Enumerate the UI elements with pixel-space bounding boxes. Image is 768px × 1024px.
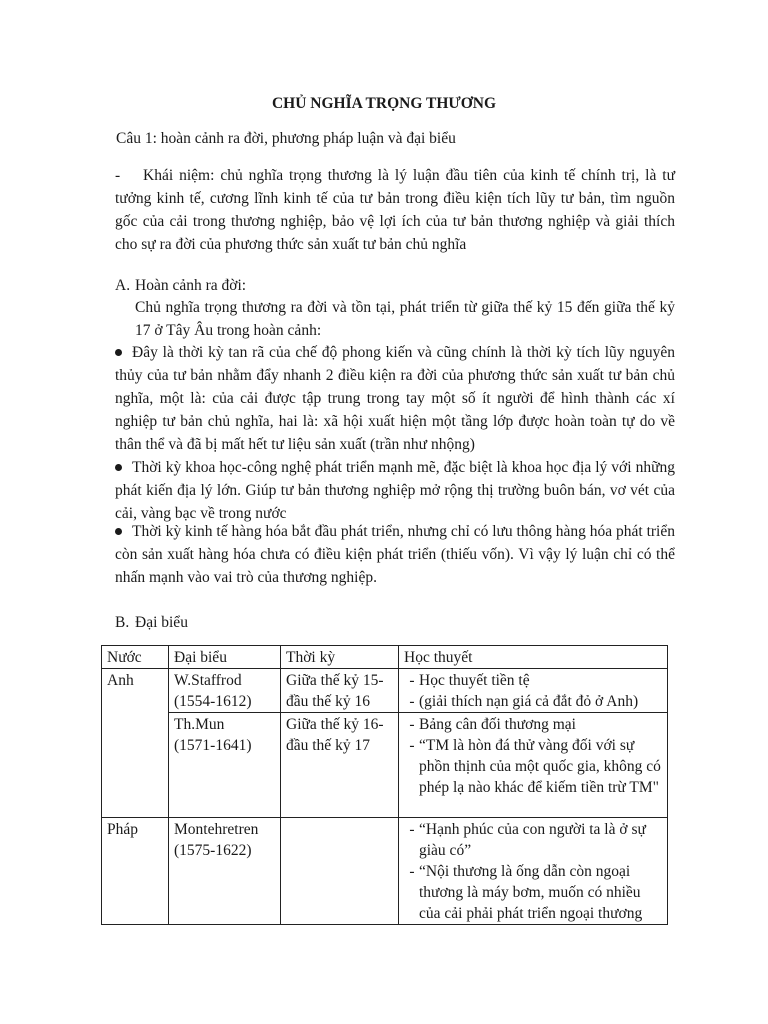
representative-years: (1554-1612) xyxy=(174,693,252,710)
table-row xyxy=(102,669,668,713)
header-period: Thời kỳ xyxy=(281,646,399,669)
representative-years: (1575-1622) xyxy=(174,842,252,859)
section-b-marker: B. xyxy=(115,614,130,631)
theory-item: - Bảng cân đối thương mại xyxy=(409,716,576,733)
section-a-intro: Chủ nghĩa trọng thương ra đời và tồn tại, phát triển từ giữa thế kỷ 15 đến giữa thế kỷ 17 ở Tây Âu trong hoàn cảnh: xyxy=(135,299,675,339)
header-theory: Học thuyết xyxy=(399,646,668,669)
concept-paragraph xyxy=(115,164,675,256)
table-header-row xyxy=(102,646,668,669)
section-b-title: Đại biểu xyxy=(135,614,188,631)
section-a-heading xyxy=(115,274,246,297)
theory-item: - Học thuyết tiền tệ xyxy=(409,672,530,689)
bullet-text: Thời kỳ kinh tế hàng hóa bắt đầu phát triển, nhưng chỉ có lưu thông hàng hóa phát triển còn sản xuất hàng hóa chưa có điều kiện phát triển (thiếu vốn). Vì vậy lý luận chỉ có thể nhấn mạnh vào vai trò của thương nghiệp. xyxy=(115,523,675,586)
representative-name: Montehretren xyxy=(174,821,259,838)
theory-item: - “Nội thương là ống dẫn còn ngoại thương là máy bơm, muốn có nhiều của cải phải phát triển ngoại thương xyxy=(409,863,643,922)
document-title: CHỦ NGHĨA TRỌNG THƯƠNG xyxy=(271,95,497,112)
table-row xyxy=(102,818,668,925)
cell-theory xyxy=(399,818,668,925)
bullet-text: Đây là thời kỳ tan rã của chế độ phong kiến và cũng chính là thời kỳ tích lũy nguyên thủy của tư bản nhằm đẩy nhanh 2 điều kiện ra đời của phương thức sản xuất tư bản chủ nghĩa, một là: của cải được tập trung trong tay một số ít người để hình thành các xí nghiệp tư bản chủ nghĩa, hai là: xã hội xuất hiện một tầng lớp được hoàn toàn tự do về thân thể và đã bị mất hết tư liệu sản xuất (trần như nhộng) xyxy=(115,344,675,453)
section-a-marker: A. xyxy=(115,277,131,294)
bullet-dot-icon xyxy=(115,528,122,535)
representative-name: Th.Mun xyxy=(174,716,225,733)
representative-name: W.Staffrod xyxy=(174,672,242,689)
cell-period xyxy=(281,818,399,925)
cell-period: Giữa thế kỷ 15-đầu thế kỷ 16 xyxy=(281,669,399,713)
bullet-dot-icon xyxy=(115,349,122,356)
bullet-item xyxy=(115,456,675,525)
table-row xyxy=(102,713,668,818)
theory-item: - (giải thích nạn giá cả đắt đỏ ở Anh) xyxy=(409,693,639,710)
cell-country: Pháp xyxy=(102,818,169,925)
question-heading: Câu 1: hoàn cảnh ra đời, phương pháp luận và đại biểu xyxy=(116,130,456,147)
cell-theory xyxy=(399,669,668,713)
header-country: Nước xyxy=(102,646,169,669)
theory-item: - “Hạnh phúc của con người ta là ở sự giàu có” xyxy=(409,821,646,859)
bullet-item xyxy=(115,341,675,456)
cell-country: Anh xyxy=(102,669,169,818)
concept-dash: - xyxy=(115,167,121,184)
theory-item: - “TM là hòn đá thử vàng đối với sự phồn thịnh của một quốc gia, không có phép lạ nào khác để kiếm tiền trừ TM" xyxy=(409,737,661,796)
representative-years: (1571-1641) xyxy=(174,737,252,754)
bullet-item xyxy=(115,520,675,589)
cell-representative xyxy=(169,818,281,925)
representatives-table xyxy=(101,645,668,925)
cell-representative xyxy=(169,669,281,713)
header-representative: Đại biểu xyxy=(169,646,281,669)
bullet-dot-icon xyxy=(115,464,122,471)
cell-theory xyxy=(399,713,668,818)
section-b-heading xyxy=(115,611,188,634)
concept-text: Khái niệm: chủ nghĩa trọng thương là lý luận đầu tiên của kinh tế chính trị, là tư tưởng kinh tế, cương lĩnh kinh tế của tư bản trong điều kiện tích lũy tư bản, tìm nguồn gốc của cải trong thương nghiệp, bảo vệ lợi ích của tư bản thương nghiệp và giải thích cho sự ra đời của phương thức sản xuất tư bản chủ nghĩa xyxy=(115,167,675,253)
cell-period: Giữa thế kỷ 16-đầu thế kỷ 17 xyxy=(281,713,399,818)
section-a-title: Hoàn cảnh ra đời: xyxy=(135,277,247,294)
cell-representative xyxy=(169,713,281,818)
bullet-text: Thời kỳ khoa học-công nghệ phát triển mạnh mẽ, đặc biệt là khoa học địa lý với những phát kiến địa lý lớn. Giúp tư bản thương nghiệp mở rộng thị trường buôn bán, vơ vét của cải, vàng bạc về trong nước xyxy=(115,459,675,522)
